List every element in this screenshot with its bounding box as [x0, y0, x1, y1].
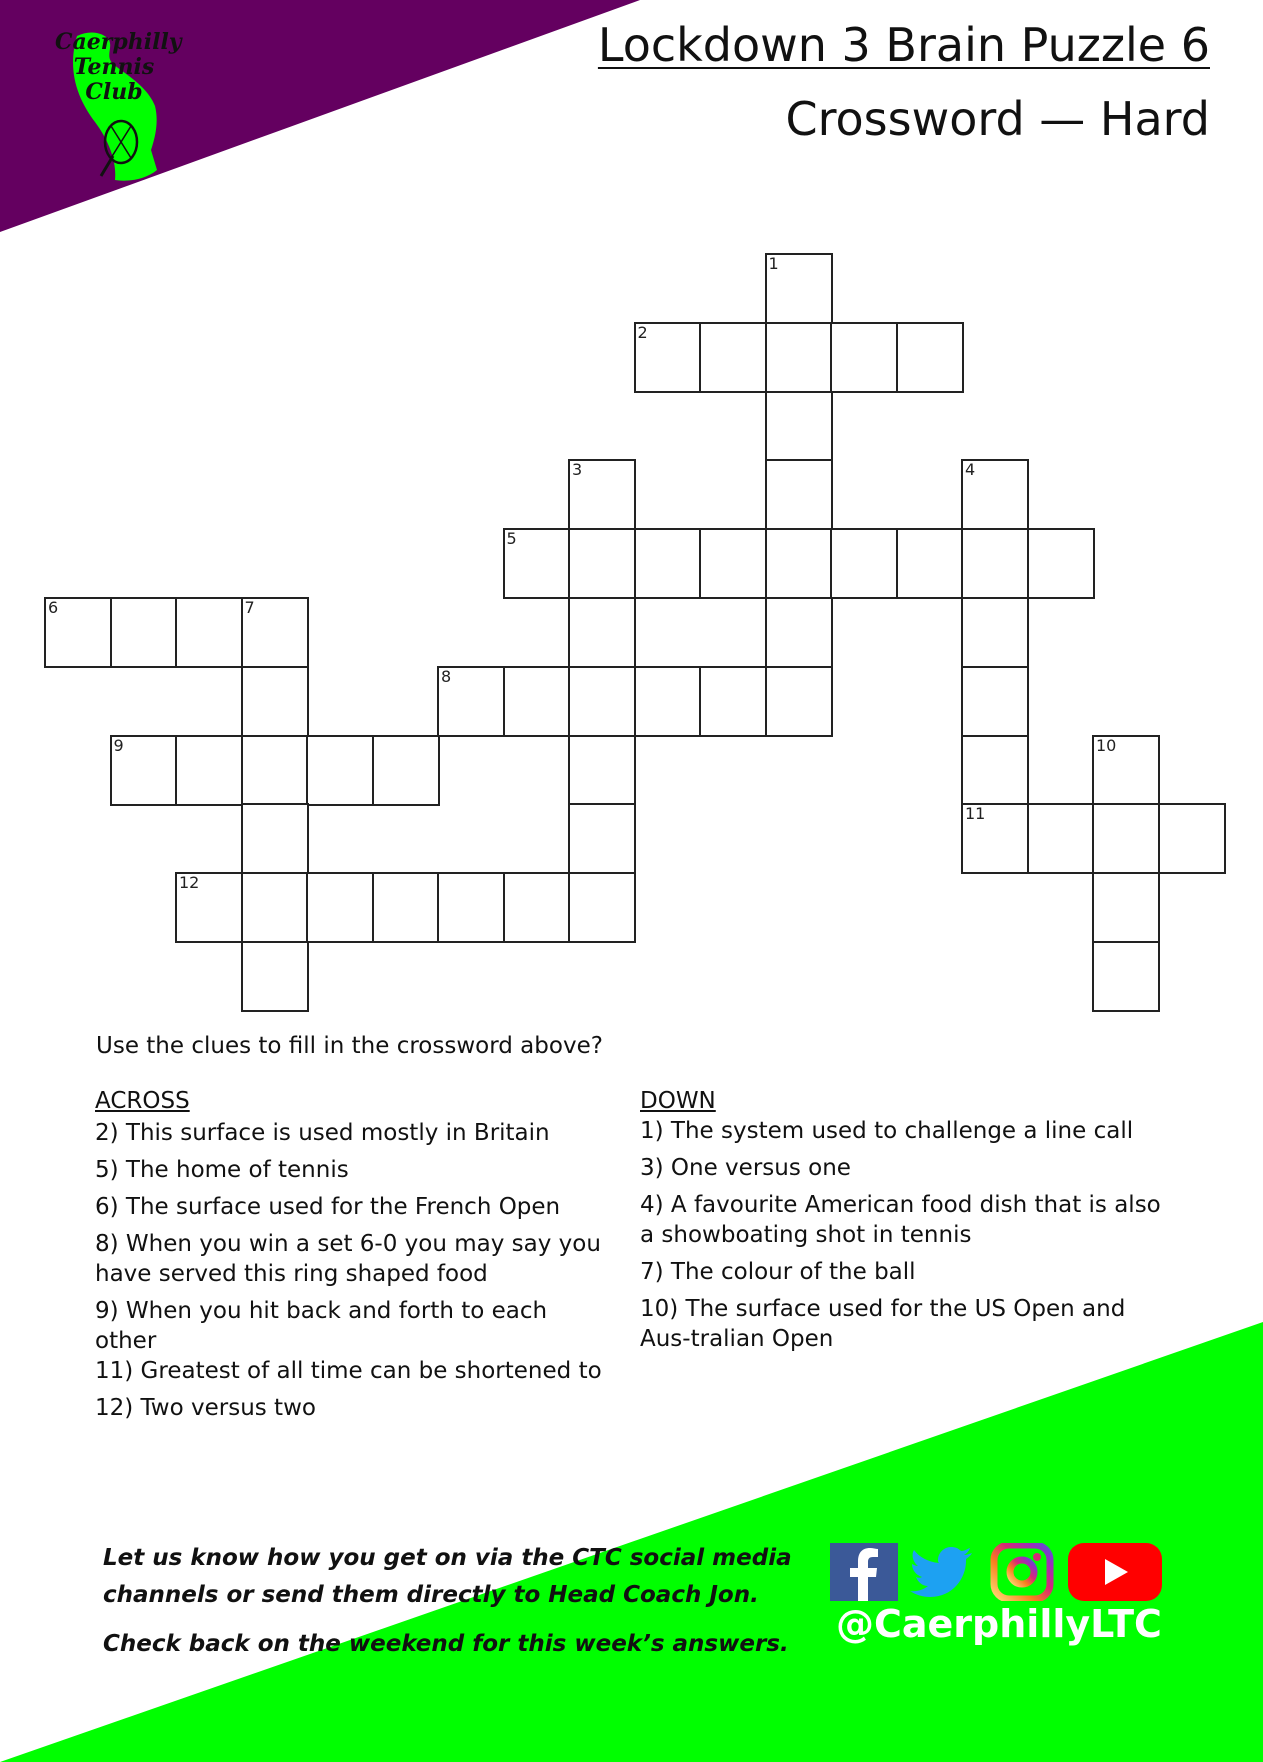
crossword-cell[interactable]: [634, 322, 702, 393]
clue-number: 10: [1096, 735, 1117, 755]
clue-number: 12: [179, 873, 200, 893]
crossword-cell[interactable]: [1092, 803, 1160, 874]
crossword-cell[interactable]: [699, 322, 767, 393]
crossword-cell[interactable]: [765, 528, 833, 599]
down-clue: 3) One versus one: [640, 1155, 851, 1181]
youtube-icon[interactable]: [1068, 1543, 1162, 1601]
down-clue: 4) A favourite American food dish that is also a showboating shot in tennis: [640, 1192, 1161, 1248]
crossword-cell[interactable]: [241, 872, 309, 943]
crossword-cell[interactable]: [568, 735, 636, 806]
crossword-cell[interactable]: [175, 597, 243, 668]
club-logo: [55, 29, 182, 105]
across-clue: 9) When you hit back and forth to each other: [95, 1298, 548, 1354]
instruction-text: Use the clues to fill in the crossword above?: [96, 1033, 603, 1059]
crossword-cell[interactable]: [306, 735, 374, 806]
social-handle: @CaerphillyLTC: [836, 1602, 1162, 1646]
crossword-cell[interactable]: [961, 528, 1029, 599]
crossword-cell[interactable]: [896, 322, 964, 393]
across-heading: ACROSS: [95, 1088, 190, 1114]
clue-number: 9: [113, 735, 124, 755]
across-clue: 8) When you win a set 6-0 you may say you have served this ring shaped food: [95, 1231, 601, 1287]
footer-line2: channels or send them directly to Head Coach Jon.: [103, 1582, 759, 1608]
crossword-cell[interactable]: [241, 941, 309, 1012]
crossword-cell[interactable]: [765, 666, 833, 737]
crossword-cell[interactable]: [372, 735, 440, 806]
footer-line1: Let us know how you get on via the CTC social media: [103, 1545, 792, 1571]
crossword-cell[interactable]: [961, 597, 1029, 668]
crossword-cell[interactable]: [110, 597, 178, 668]
crossword-cell[interactable]: [568, 597, 636, 668]
footer-message: [103, 1540, 792, 1663]
crossword-cell[interactable]: [1092, 735, 1160, 806]
across-clue: 2) This surface is used mostly in Britain: [95, 1120, 550, 1146]
crossword-cell[interactable]: [241, 666, 309, 737]
crossword-cell[interactable]: [568, 459, 636, 530]
clue-number: 5: [506, 529, 517, 549]
clue-number: 3: [572, 460, 583, 480]
crossword-cell[interactable]: [634, 666, 702, 737]
crossword-cell[interactable]: [568, 528, 636, 599]
down-clue: 7) The colour of the ball: [640, 1259, 916, 1285]
crossword-cell[interactable]: [896, 528, 964, 599]
clue-number: 4: [965, 460, 976, 480]
footer-line3: Check back on the weekend for this week’s answers.: [103, 1631, 789, 1657]
crossword-cell[interactable]: [372, 872, 440, 943]
crossword-cell[interactable]: [634, 528, 702, 599]
crossword-cell[interactable]: [830, 528, 898, 599]
crossword-cell[interactable]: [961, 803, 1029, 874]
across-clues: [95, 1086, 615, 1430]
logo-text-line2: Tennis Club: [73, 54, 155, 105]
crossword-cell[interactable]: [765, 253, 833, 324]
across-clue: 12) Two versus two: [95, 1395, 316, 1421]
crossword-cell[interactable]: [1027, 528, 1095, 599]
clue-number: 7: [244, 598, 255, 617]
crossword-cell[interactable]: [503, 528, 571, 599]
across-clue: 11) Greatest of all time can be shortened to: [95, 1358, 602, 1384]
crossword-cell[interactable]: [241, 597, 309, 668]
crossword-cell[interactable]: [241, 735, 309, 806]
crossword-cell[interactable]: [503, 666, 571, 737]
crossword-cell[interactable]: [568, 803, 636, 874]
crossword-cell[interactable]: [699, 666, 767, 737]
down-clue: 10) The surface used for the US Open and Aus-tralian Open: [640, 1296, 1126, 1352]
across-clue: 5) The home of tennis: [95, 1157, 349, 1183]
crossword-cell[interactable]: [568, 872, 636, 943]
clue-number: 1: [768, 254, 779, 273]
crossword-cell[interactable]: [437, 666, 505, 737]
crossword-cell[interactable]: [110, 735, 178, 806]
page-subtitle: Crossword — Hard: [785, 92, 1210, 146]
logo-text-line1: Caerphilly: [55, 29, 182, 55]
crossword-cell[interactable]: [1092, 941, 1160, 1012]
crossword-cell[interactable]: [241, 803, 309, 874]
down-clue: 1) The system used to challenge a line call: [640, 1118, 1134, 1144]
crossword-cell[interactable]: [699, 528, 767, 599]
crossword-cell[interactable]: [175, 735, 243, 806]
twitter-icon[interactable]: [910, 1543, 976, 1601]
clue-number: 11: [965, 804, 986, 824]
crossword-cell[interactable]: [961, 459, 1029, 530]
crossword-cell[interactable]: [1027, 803, 1095, 874]
clue-number: 8: [441, 666, 452, 686]
crossword-cell[interactable]: [503, 872, 571, 943]
crossword-cell[interactable]: [765, 322, 833, 393]
crossword-cell[interactable]: [961, 735, 1029, 806]
crossword-cell[interactable]: [765, 391, 833, 462]
crossword-cell[interactable]: [765, 597, 833, 668]
clue-number: 2: [637, 322, 648, 342]
facebook-icon[interactable]: [830, 1543, 898, 1601]
instagram-icon[interactable]: [990, 1543, 1054, 1601]
crossword-cell[interactable]: [830, 322, 898, 393]
crossword-cell[interactable]: [1158, 803, 1226, 874]
down-heading: DOWN: [640, 1088, 716, 1114]
crossword-cell[interactable]: [175, 872, 243, 943]
crossword-cell[interactable]: [306, 872, 374, 943]
across-clue: 6) The surface used for the French Open: [95, 1194, 561, 1220]
crossword-cell[interactable]: [961, 666, 1029, 737]
crossword-cell[interactable]: [568, 666, 636, 737]
crossword-cell[interactable]: [765, 459, 833, 530]
down-clues: [640, 1086, 1180, 1361]
crossword-cell[interactable]: [437, 872, 505, 943]
page-title: Lockdown 3 Brain Puzzle 6: [597, 18, 1210, 72]
crossword-cell[interactable]: [1092, 872, 1160, 943]
clue-number: 6: [48, 598, 59, 617]
crossword-cell[interactable]: [44, 597, 112, 668]
